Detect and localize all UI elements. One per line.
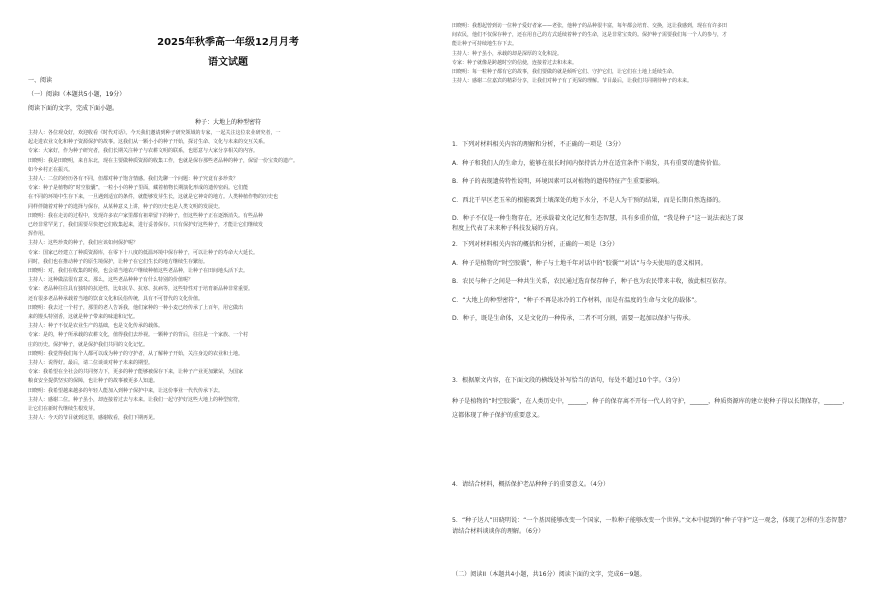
instruction-text: 阅读下面的文字，完成下面小题。 [28, 105, 119, 112]
article-line: 在不同的环境中生存下来，一旦遇到适宜的条件，就能够发芽生长，这就是它神奇的地方。人类种植作物的历史也 [28, 194, 279, 201]
article-line: 间农民，他们不仅保存种子，还在用自己的方式延续着种子的生命，这是非常宝贵的。保护种子需要我们每一个人的参与，才 [452, 32, 728, 39]
article-line: 还有很多老品种承载着当地的饮食文化和民俗传统，具有不可替代的文化价值。 [28, 295, 204, 302]
article-line: 让它们在新时代继续生根发芽。 [28, 406, 99, 413]
article-line: 主持人：感谢二位嘉宾的精彩分享，让我们对种子有了更深的理解。节目最后，让我们共同期待种子的未来。 [452, 78, 693, 85]
article-line: 同时，我们也在推动种子的原生境保护，让种子在它们生长的地方继续生存繁衍。 [28, 258, 209, 265]
article-line: 主持人：这种做法很有意义。那么，这些老品种种子有什么特别的价值呢？ [28, 277, 194, 284]
article-line: 主持人：今天的节目就到这里，感谢收看，我们下期再见。 [28, 415, 159, 422]
question-2-option-b: B．农民与种子之间是一种共生关系，农民通过选育保存种子，种子也为农民带来丰收，彼此相互依存。 [452, 278, 731, 285]
article-line: 田晓明：我去过一个村子，那里的老人告诉我，他们家种的一种小麦已经传承了上百年，用它做出 [28, 304, 244, 311]
article-line: 同样伴随着对种子的选择与保存，从某种意义上讲，种子的历史也是人类文明的发展史。 [28, 203, 224, 210]
question-4 [452, 480, 852, 490]
reading2-header-text: （二）阅读II（本题共4小题，共16分）阅读下面的文字，完成6～9题。 [452, 571, 646, 578]
question-1-option-d: D．种子不仅是一种生物存在，还承载着文化记忆和生态智慧，具有多重价值，“我是种子”这一说法表达了深 [452, 215, 744, 222]
article-line: 主持人：二位的经历各有不同，但都对种子饱含情感。我们先聊一个问题：种子究竟有多珍贵？ [28, 176, 239, 183]
article-line: 田晓明：我想起曾到访一位种子爱好者家——老张，他种子的品种很丰富，每年都会培育、交换，这让我感到，现在有许多田 [452, 23, 728, 29]
question-1-stem: 1．下列对材料相关内容的理解和分析，不正确的一项是（3分） [452, 141, 625, 148]
question-5-stem: 5．“种子达人”田晓明说：“一个基因能够改变一个国家，一粒种子能够改变一个世界。”文本中提到的“种子守护”这一观念，体现了怎样的生态智慧？请结合材料谈谈你的理解。（6分） [452, 517, 850, 535]
exam-title: 2025年秋季高一年级12月月考 [157, 37, 299, 48]
question-1 [452, 140, 852, 243]
article-line: 田晓明：我觉得我们每个人都可以成为种子的守护者，从了解种子开始，关注身边的农业和土地。 [28, 350, 244, 357]
article-line: 专家：种子就像是跨越时空的信使，连接着过去和未来。 [452, 59, 578, 66]
article-line: 专家：种子是植物的“时空胶囊”，一粒小小的种子里面，藏着植物长期演化形成的遗传密码。它们能 [28, 185, 249, 192]
article-continuation [452, 22, 852, 86]
exam-subject: 语文试题 [208, 57, 248, 68]
reading1-header: （一）阅读I（本题共5小题，19分） [28, 91, 126, 98]
article-line: 专家：我希望在全社会的共同努力下，更多的种子能够被保存下来，让种子产业更加繁荣，为国家 [28, 369, 244, 376]
article-line: 专家：是的，种子所承载的农耕文化，值得我们去珍视。一颗种子的背后，往往是一个家族、一个村 [28, 332, 249, 339]
article-line: 粮食安全提供坚实的保障，也让种子的故事被更多人知道。 [28, 378, 159, 385]
question-4-stem: 4．请结合材料，概括保护老品种种子的重要意义。（4分） [452, 481, 610, 488]
question-3 [452, 376, 852, 423]
question-3-passage: 种子是植物的“时空胶囊”，在人类历史中，______，种子的保存离不开每一代人的守护，______，种质资源库的建立使种子得以长期保存，______，这都体现了种子保护的重要意义。 [452, 397, 849, 419]
question-2-option-a: A．种子是植物的“时空胶囊”，种子与土地千年对话中的“胶囊”“对话”与今天使用的意义相同。 [452, 259, 707, 267]
question-1-option-c: C．西北干旱区老玉米的根能吸到土壤深处的地下水分，不是人为干预的结果，而是长期自然选择的。 [452, 196, 725, 204]
question-1-option-b: B．种子的表现遗传特性说明，环境因素可以对植物的遗传特征产生重要影响。 [452, 178, 664, 185]
article-line: 专家：老品种往往具有独特的抗逆性，比如抗旱、抗寒、抗病等，这些特性对于培育新品种非常重要。 [28, 286, 254, 293]
article-line: 来的馒头特别香，这就是种子带来的味道和记忆。 [28, 314, 139, 321]
article-line: 田晓明：每一粒种子都有它的故事，我们要做的就是倾听它们、守护它们，让它们在土地上延续生命。 [452, 69, 678, 76]
article-line: 田晓明：对，我们在收集的时候，也会请当地农户继续种植这些老品种，让种子在田间地头活下去。 [28, 268, 249, 275]
question-1-option-d-continued: 程度上代表了未来种子科技发展的方向。 [452, 225, 562, 232]
reading2-header [452, 570, 852, 580]
article-line: 主持人：说得好。最后，请二位谈谈对种子未来的期望。 [28, 360, 154, 367]
article-line: 庄的历史。保护种子，就是保护我们共同的文化记忆。 [28, 341, 149, 348]
article-body [28, 129, 428, 424]
article-line: 专家：大家好，作为种子研究者，我们长期关注种子与农耕文明的联系，也愿意与大家分享相关的内容。 [28, 148, 259, 155]
article-line: 挥作用。 [28, 231, 49, 238]
question-5 [452, 515, 852, 537]
article-line: 能让种子可持续地生存下去。 [452, 41, 518, 48]
article-line: 田晓明：我在走访的过程中，发现许多农户家里都有祖辈留下的种子，但这些种子正在逐渐消失。有些品种 [28, 212, 264, 219]
section-heading: 一、阅读 [28, 77, 53, 84]
article-line: 田晓明：我是田晓明，来自东北，现在主要做种质资源的收集工作，也就是保存那些老品种的种子，保留一份宝贵的遗产。 [28, 157, 299, 164]
article-line: 田晓明：我希望越来越多的年轻人能加入到种子保护中来，让这份事业一代代传承下去。 [28, 387, 224, 394]
question-3-stem: 3．根据原文内容，在下面文段的横线处补写恰当的语句，每处不超过10个字。（3分） [452, 377, 684, 384]
article-line: 主持人：各位观众好，欢迎收看《时代对话》。今天我们邀请到种子研究领域的专家，一起关注这位农业研究者，一 [28, 130, 281, 136]
article-title: 种子：大地上的种型密符 [194, 119, 261, 126]
question-2-option-d: D．种子，既是生命体，又是文化的一种传承，二者不可分割，需要一起加以保护与传承。 [452, 315, 695, 322]
article-line: 已经非常罕见了，我们需要尽快把它们收集起来，进行妥善保存。只有保护好这些种子，才能让它们继续发 [28, 222, 264, 229]
article-line: 主持人：这些珍贵的种子，我们应该如何保护呢？ [28, 240, 139, 247]
question-2-stem: 2．下列对材料相关内容的概括和分析，正确的一项是（3分） [452, 241, 619, 248]
article-line: 如今乡村正在振兴。 [28, 166, 74, 173]
question-2-option-c: C．“大地上的种型密符”，“种子不再是冰冷的工作材料，而是有温度的生命与文化的载体”。 [452, 296, 701, 304]
article-line: 主持人：种子虽小，承载的却是深厚的文化积淀。 [452, 50, 563, 57]
article-line: 专家：国家已经建立了种质资源库，在零下十八度的低温环境中保存种子，可以让种子的寿命大大延长。 [28, 249, 259, 256]
article-line: 主持人：种子不仅是农业生产的基础，也是文化传承的载体。 [28, 323, 164, 330]
article-line: 主持人：感谢二位。种子虽小，却连接着过去与未来。让我们一起守护好这些大地上的种型密符， [28, 396, 244, 403]
question-1-option-a: A．种子和我们人的生命力，能够在很长时间内保持活力并在适宜条件下萌发，具有重要的遗传价值。 [452, 159, 725, 167]
question-2 [452, 240, 852, 333]
article-line: 起走进农业文化和种子资源保护的故事。这我们从一颗小小的种子开始，探讨生命、文化与未来的交互关系。 [28, 139, 269, 146]
